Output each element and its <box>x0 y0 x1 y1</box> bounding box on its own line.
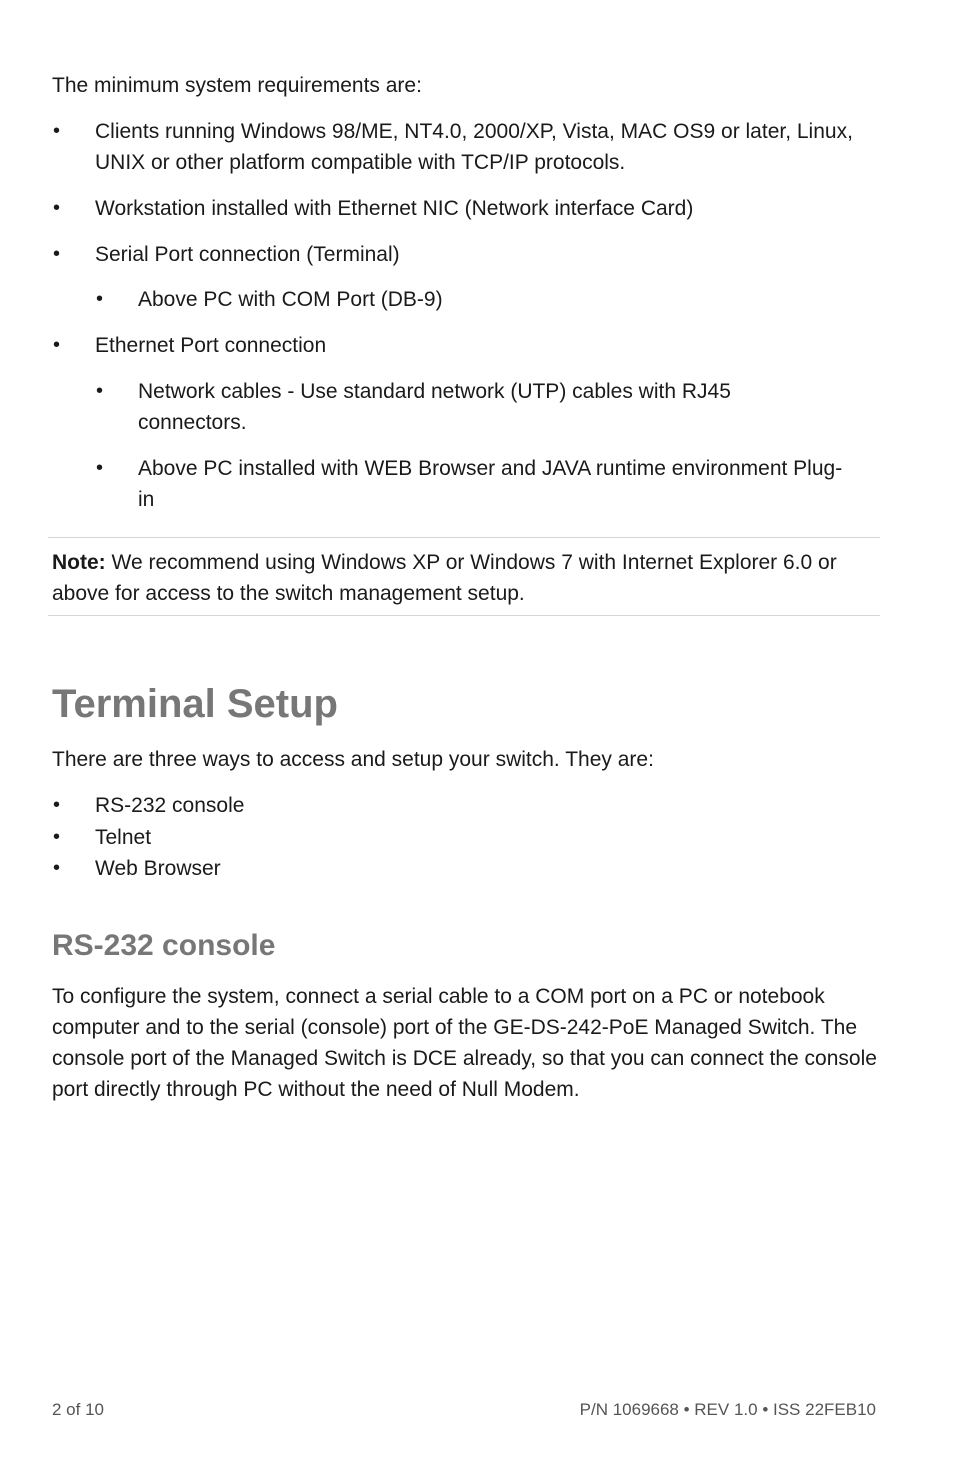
note-body: We recommend using Windows XP or Windows 7 with Internet Explorer 6.0 or above for access to the switch management setup. <box>52 551 837 605</box>
terminal-setup-intro: There are three ways to access and setup your switch. They are: <box>52 748 654 771</box>
requirement-ethernet-port: • Ethernet Port connection <box>95 330 855 361</box>
rs232-paragraph: To configure the system, connect a serial cable to a COM port on a PC or notebook computer and to the serial (console) port of the GE-DS-242-PoE Managed Switch. The console port of the Managed Switch is DCE already, so that you can connect the console port directly through PC without the need of Null Modem. <box>52 985 877 1101</box>
rs232-heading: RS-232 console <box>52 929 276 962</box>
requirement-clients: • Clients running Windows 98/ME, NT4.0, 2000/XP, Vista, MAC OS9 or later, Linux, UNIX or other platform compatible with TCP/IP protocols. <box>95 116 855 178</box>
requirements-intro: The minimum system requirements are: <box>52 74 422 97</box>
access-way-rs232: • RS-232 console <box>95 790 855 821</box>
note-text <box>52 547 878 609</box>
requirement-com-port: • Above PC with COM Port (DB-9) <box>138 284 868 315</box>
requirement-serial-port: • Serial Port connection (Terminal) <box>95 239 855 270</box>
requirement-web-browser: • Above PC installed with WEB Browser and JAVA runtime environment Plug-in <box>138 453 858 515</box>
access-way-web-browser: • Web Browser <box>95 853 855 884</box>
requirement-workstation: • Workstation installed with Ethernet NIC (Network interface Card) <box>95 193 855 224</box>
note-box <box>48 537 880 616</box>
note-label: Note: <box>52 551 106 574</box>
requirement-network-cables: • Network cables - Use standard network (UTP) cables with RJ45 connectors. <box>138 376 798 438</box>
access-way-telnet: • Telnet <box>95 822 855 853</box>
terminal-setup-heading: Terminal Setup <box>52 682 338 726</box>
footer-part-number: P/N 1069668 • REV 1.0 • ISS 22FEB10 <box>579 1400 876 1419</box>
footer-page-number: 2 of 10 <box>52 1400 104 1419</box>
